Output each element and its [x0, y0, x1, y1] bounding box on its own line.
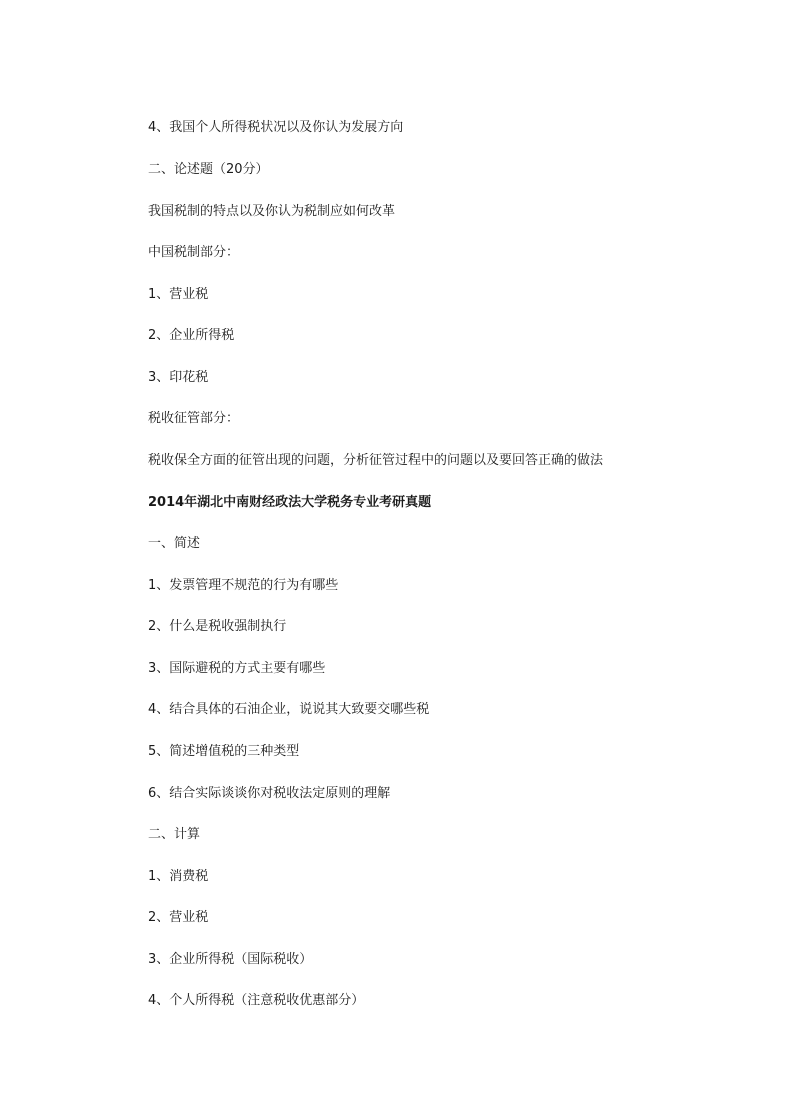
- question-item: 4、我国个人所得税状况以及你认为发展方向: [148, 120, 404, 135]
- section-heading: 二、论述题（20分）: [148, 162, 269, 177]
- question-item: 3、企业所得税（国际税收）: [148, 952, 313, 967]
- section-heading: 一、简述: [148, 536, 201, 551]
- question-item: 5、简述增值税的三种类型: [148, 744, 300, 759]
- subsection-heading: 中国税制部分：: [148, 245, 240, 260]
- question-item: 1、营业税: [148, 287, 209, 302]
- question-item: 2、营业税: [148, 910, 209, 925]
- question-item: 2、企业所得税: [148, 328, 235, 343]
- question-item: 1、发票管理不规范的行为有哪些: [148, 578, 339, 593]
- question-item: 4、个人所得税（注意税收优惠部分）: [148, 993, 365, 1008]
- question-item: 1、消费税: [148, 869, 209, 884]
- question-item: 6、结合实际谈谈你对税收法定原则的理解: [148, 786, 391, 801]
- question-item: 2、什么是税收强制执行: [148, 619, 287, 634]
- essay-question: 我国税制的特点以及你认为税制应如何改革: [148, 204, 396, 219]
- question-item: 3、印花税: [148, 370, 209, 385]
- subsection-heading: 税收征管部分：: [148, 411, 240, 426]
- section-heading: 二、计算: [148, 827, 201, 842]
- question-item: 税收保全方面的征管出现的问题，分析征管过程中的问题以及要回答正确的做法: [148, 453, 604, 468]
- question-item: 4、结合具体的石油企业，说说其大致要交哪些税: [148, 702, 430, 717]
- question-item: 3、国际避税的方式主要有哪些: [148, 661, 326, 676]
- exam-title: 2014年湖北中南财经政法大学税务专业考研真题: [148, 495, 432, 510]
